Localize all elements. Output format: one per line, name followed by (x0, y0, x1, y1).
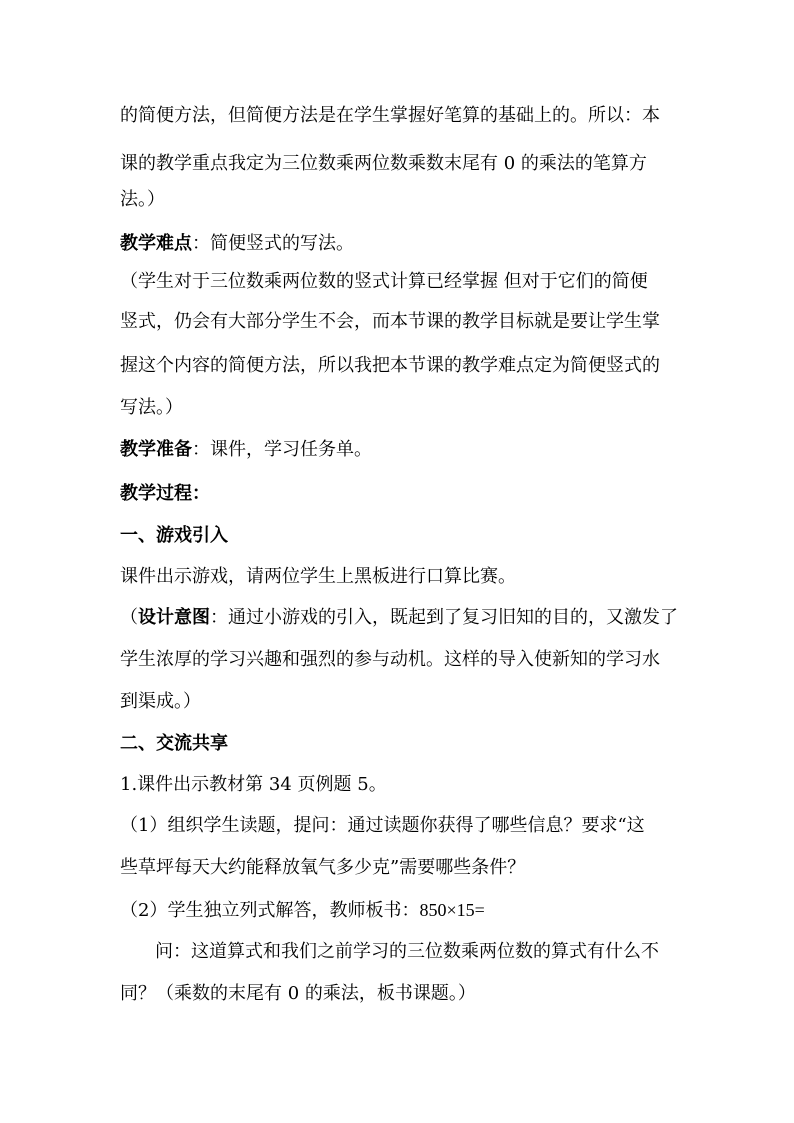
section-heading: 教学过程： (120, 483, 210, 504)
blackboard-line (120, 898, 680, 923)
teaching-difficulty-line (120, 232, 680, 256)
paragraph-line: 到渠成。） (120, 691, 201, 712)
paragraph-line: 的简便方法，但简便方法是在学生掌握好笔算的基础上的。所以：本 (120, 105, 660, 126)
paren-open: （ (120, 607, 138, 628)
section-text: （2）学生独立列式解答，教师板书： (120, 900, 420, 921)
math-expression: 850×15= (419, 900, 485, 920)
section-text: ：简便竖式的写法。 (192, 233, 354, 254)
section-label: 教学准备 (120, 439, 192, 460)
teaching-preparation-line (120, 438, 680, 462)
paragraph-line: 些草坪每天大约能释放氧气多少克”需要哪些条件？ (120, 857, 526, 878)
section-heading: 二、交流共享 (120, 733, 228, 754)
paragraph-line: （学生对于三位数乘两位数的竖式计算已经掌握 但对于它们的简便 (120, 271, 648, 292)
paragraph-line: 课的教学重点我定为三位数乘两位数乘数末尾有 0 的乘法的笔算方 (120, 153, 647, 174)
section-heading: 一、游戏引入 (120, 525, 228, 546)
paragraph-line: 握这个内容的简便方法，所以我把本节课的教学难点定为简便竖式的 (120, 355, 660, 376)
section-label: 设计意图 (138, 607, 210, 628)
section-text: ：通过小游戏的引入，既起到了复习旧知的目的，又激发了 (210, 607, 678, 628)
paragraph-line: 1.课件出示教材第 34 页例题 5。 (120, 774, 387, 795)
section-label: 教学难点 (120, 233, 192, 254)
paragraph-line: 同？（乘数的末尾有 0 的乘法，板书课题。） (120, 983, 476, 1004)
paragraph-line: 问：这道算式和我们之前学习的三位数乘两位数的算式有什么不 (155, 941, 659, 962)
paragraph-line: 法。） (120, 189, 165, 210)
section-text: ：课件，学习任务单。 (192, 439, 372, 460)
paragraph-line: 课件出示游戏，请两位学生上黑板进行口算比赛。 (120, 566, 516, 587)
design-intent-line (120, 606, 680, 630)
paragraph-line: 写法。） (120, 397, 183, 418)
paragraph-line: 学生浓厚的学习兴趣和强烈的参与动机。这样的导入使新知的学习水 (120, 649, 660, 670)
paragraph-line: （1）组织学生读题，提问：通过读题你获得了哪些信息？要求“这 (120, 815, 645, 836)
paragraph-line: 竖式，仍会有大部分学生不会，而本节课的教学目标就是要让学生掌 (120, 311, 660, 332)
